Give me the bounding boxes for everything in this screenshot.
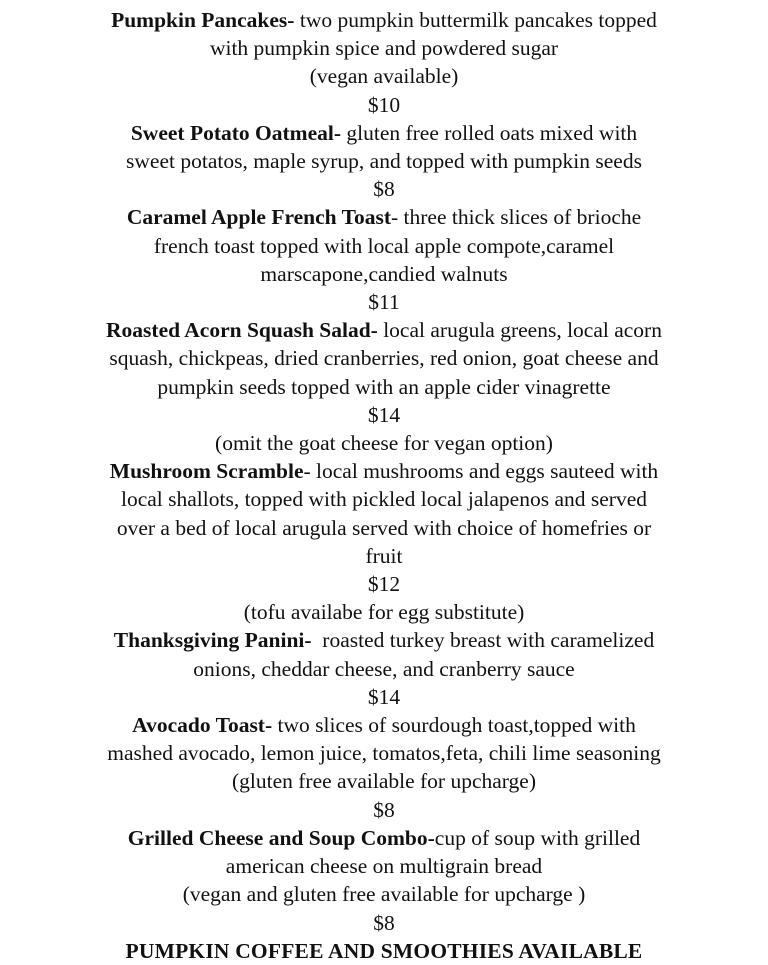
menu-item-avocado-toast: [0, 711, 768, 824]
item-header-line: [0, 457, 768, 485]
item-header-line: [0, 203, 768, 231]
menu-item-thanksgiving-panini: [0, 626, 768, 711]
menu-item-grilled-cheese-soup-combo: [0, 824, 768, 937]
item-description-line: fruit: [365, 543, 403, 568]
item-note: (tofu availabe for egg substitute): [243, 600, 525, 625]
item-header-line: [0, 711, 768, 739]
item-header-line: [0, 119, 768, 147]
item-description: two slices of sourdough toast,topped with: [272, 713, 636, 738]
footer-announcement: PUMPKIN COFFEE AND SMOOTHIES AVAILABLE: [125, 938, 643, 963]
item-name: Sweet Potato Oatmeal-: [130, 120, 341, 145]
item-price: $14: [367, 402, 401, 427]
item-description: local arugula greens, local acorn: [377, 318, 662, 343]
item-description-line: french toast topped with local apple compote,caramel: [153, 233, 615, 258]
item-price: $8: [373, 177, 395, 202]
item-name: Avocado Toast-: [132, 713, 273, 738]
item-price: $11: [368, 290, 400, 315]
item-description-line: marscapone,candied walnuts: [260, 261, 508, 286]
menu-item-sweet-potato-oatmeal: [0, 119, 768, 204]
item-header-line: [0, 6, 768, 34]
item-description-line: pumpkin seeds topped with an apple cider vinagrette: [157, 374, 611, 399]
item-description: - three thick slices of brioche: [391, 205, 642, 230]
item-price: $14: [367, 684, 401, 709]
item-description-line: sweet potatos, maple syrup, and topped with pumpkin seeds: [126, 149, 642, 174]
item-price: $8: [373, 910, 395, 935]
item-description-line: onions, cheddar cheese, and cranberry sauce: [193, 656, 575, 681]
item-description-line: over a bed of local arugula served with choice of homefries or: [116, 515, 652, 540]
item-description-line: with pumpkin spice and powdered sugar: [209, 36, 559, 61]
item-description-line: american cheese on multigrain bread: [225, 854, 543, 879]
item-note: (omit the goat cheese for vegan option): [215, 431, 553, 456]
menu-item-pumpkin-pancakes: [0, 6, 768, 119]
menu-item-caramel-apple-french-toast: [0, 203, 768, 316]
item-price: $8: [373, 797, 395, 822]
item-description: gluten free rolled oats mixed with: [341, 120, 638, 145]
item-description-line: (gluten free available for upcharge): [231, 769, 537, 794]
item-name: Caramel Apple French Toast: [126, 205, 392, 230]
menu-page: [0, 6, 768, 965]
item-header-line: [0, 626, 768, 654]
item-description-line: (vegan available): [309, 64, 459, 89]
item-description: roasted turkey breast with caramelized: [311, 628, 655, 653]
item-description-line: (vegan and gluten free available for upcharge ): [182, 882, 586, 907]
menu-item-roasted-acorn-squash-salad: [0, 316, 768, 457]
item-header-line: [0, 316, 768, 344]
item-name: Mushroom Scramble: [109, 459, 304, 484]
item-description-line: local shallots, topped with pickled local jalapenos and served: [120, 487, 647, 512]
item-name: Grilled Cheese and Soup Combo-: [127, 825, 435, 850]
item-name: Pumpkin Pancakes-: [111, 8, 295, 32]
item-header-line: [0, 824, 768, 852]
item-price: $10: [367, 92, 401, 117]
item-description-line: mashed avocado, lemon juice, tomatos,feta, chili lime seasoning: [107, 741, 661, 766]
item-description: cup of soup with grilled: [434, 825, 641, 850]
item-name: Thanksgiving Panini-: [113, 628, 312, 653]
item-description: - local mushrooms and eggs sauteed with: [303, 459, 659, 484]
item-description: two pumpkin buttermilk pancakes topped: [294, 8, 657, 32]
item-description-line: squash, chickpeas, dried cranberries, red onion, goat cheese and: [109, 346, 659, 371]
item-name: Roasted Acorn Squash Salad-: [106, 318, 378, 343]
menu-item-mushroom-scramble: [0, 457, 768, 626]
item-price: $12: [367, 572, 401, 597]
